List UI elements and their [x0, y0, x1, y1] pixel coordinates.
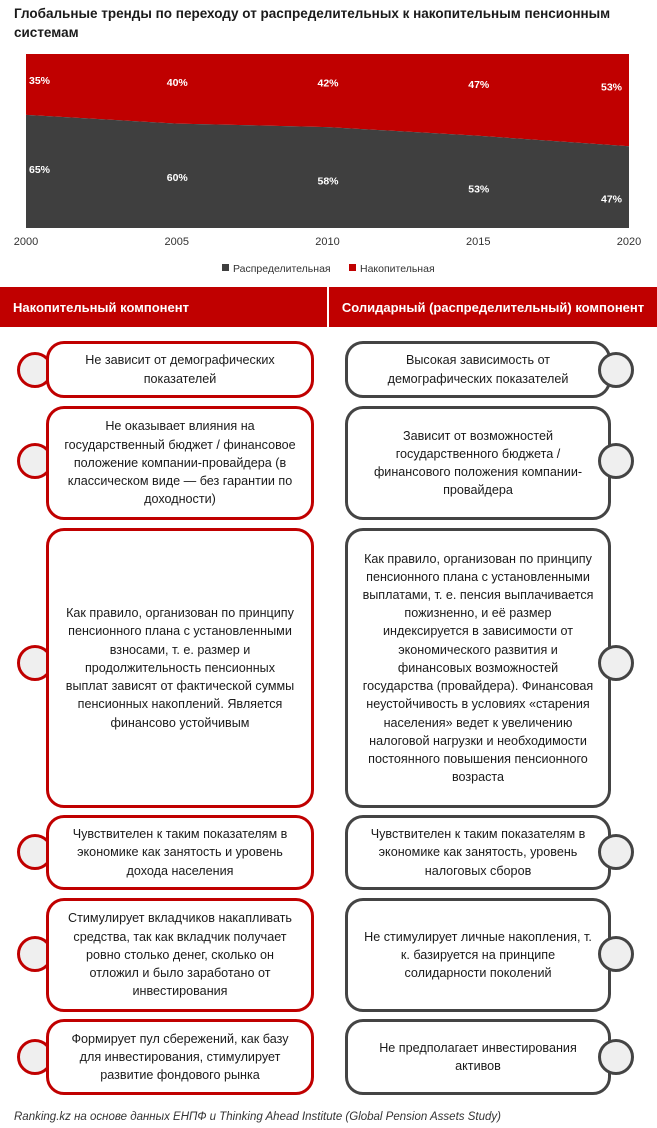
solidary-card	[345, 898, 611, 1012]
accumulative-card	[46, 406, 314, 520]
accumulative-card	[46, 1019, 314, 1095]
solidary-card	[345, 528, 611, 808]
source-note: Ranking.kz на основе данных ЕНПФ и Thinking Ahead Institute (Global Pension Assets Study)	[14, 1111, 501, 1123]
accumulative-card	[46, 528, 314, 808]
solidary-card	[345, 341, 611, 398]
x-tick-label: 2015	[466, 236, 491, 248]
solidary-text: Чувствителен к таким показателям в экономике как занятость, уровень налоговых сборов	[370, 827, 586, 878]
data-label-distributive: 53%	[468, 183, 490, 196]
solidary-card	[345, 406, 611, 520]
accumulative-card	[46, 341, 314, 398]
data-label-accumulative: 47%	[468, 79, 490, 92]
accumulative-text: Стимулирует вкладчиков накапливать средства, так как вкладчик получает ровно столько денег, сколько он отложил и было заработано от инвестирования	[67, 911, 292, 999]
bullet-circle	[598, 443, 634, 479]
legend-swatch-accumulative	[349, 264, 356, 271]
data-label-accumulative: 35%	[29, 75, 51, 87]
data-label-distributive: 65%	[29, 163, 51, 176]
solidary-text: Зависит от возможностей государственного бюджета / финансового положения компании-провайдера	[373, 428, 583, 498]
solidary-text: Не стимулирует личные накопления, т. к. базируется на принципе солидарности поколений	[364, 929, 592, 981]
bullet-circle	[598, 352, 634, 388]
legend-swatch-distributive	[222, 264, 229, 271]
solidary-card	[345, 815, 611, 890]
solidary-text: Высокая зависимость от демографических показателей	[387, 353, 569, 386]
bullet-circle	[598, 834, 634, 870]
bullet-circle	[598, 936, 634, 972]
x-tick-label: 2000	[13, 236, 39, 248]
solidary-text: Как правило, организован по принципу пенсионного плана с установленными выплатами, т. е. пенсия выплачивается пожизненно, и её размер индексируется в зависимости от экономического развития и финансовых возможностей государства (провайдера). Финансовая неустойчивость в условиях «старения населения» ведет к увеличению налоговой нагрузки и необходимости постоянного повышения пенсионного возраста	[362, 551, 594, 785]
legend-label-accumulative: Накопительная	[360, 263, 435, 275]
header-accumulative: Накопительный компонент	[0, 287, 327, 327]
accumulative-text: Не зависит от демографических показателей	[85, 353, 275, 386]
data-label-distributive: 58%	[317, 175, 339, 188]
accumulative-text: Чувствителен к таким показателям в экономике как занятость и уровень дохода населения	[72, 827, 288, 878]
data-label-accumulative: 53%	[601, 81, 623, 94]
x-tick-label: 2010	[315, 236, 340, 248]
solidary-text: Не предполагает инвестирования активов	[379, 1040, 577, 1073]
solidary-card	[345, 1019, 611, 1095]
legend-label-distributive: Распределительная	[233, 263, 331, 275]
page-title: Глобальные тренды по переходу от распределительных к накопительным пенсионным системам	[14, 6, 611, 40]
header-solidary: Солидарный (распределительный) компонент	[329, 287, 657, 327]
data-label-accumulative: 40%	[166, 76, 188, 89]
data-label-accumulative: 42%	[317, 77, 339, 90]
x-tick-label: 2005	[164, 236, 189, 248]
x-tick-label: 2020	[616, 236, 642, 248]
accumulative-text: Формирует пул сбережений, как базу для инвестирования, стимулирует развитие фондового рынка	[71, 1031, 289, 1083]
data-label-distributive: 47%	[601, 193, 623, 206]
data-label-distributive: 60%	[166, 172, 188, 185]
accumulative-text: Как правило, организован по принципу пенсионного плана с установленными взносами, т. е. размер и продолжительность пенсионных выплат зависят от фактической суммы пенсионных накоплений. Является финансово устойчивым	[65, 606, 295, 730]
accumulative-card	[46, 898, 314, 1012]
accumulative-text: Не оказывает влияния на государственный бюджет / финансовое положение компании-провайдера (в классическом виде — без гарантии по доходности)	[64, 419, 296, 507]
area-chart	[0, 48, 657, 283]
bullet-circle	[598, 1039, 634, 1075]
bullet-circle	[598, 645, 634, 681]
accumulative-card	[46, 815, 314, 890]
